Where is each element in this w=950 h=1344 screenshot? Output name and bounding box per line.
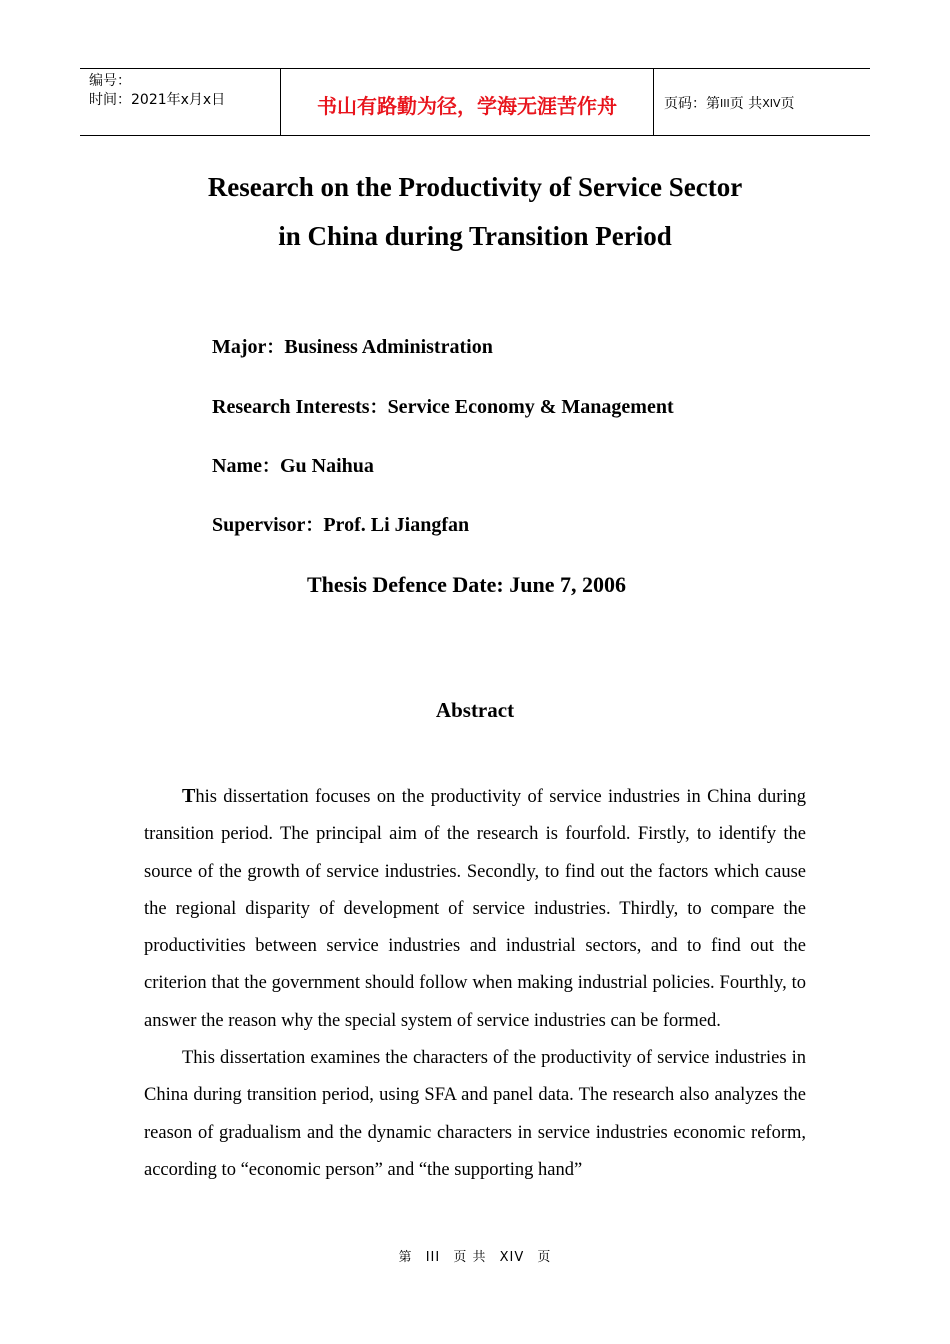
footer-mid: 页 共 bbox=[453, 1250, 487, 1265]
footer-page-total: XIV bbox=[499, 1250, 525, 1265]
abstract-body bbox=[144, 778, 806, 1189]
major-value: Business Administration bbox=[284, 336, 493, 358]
thesis-title-line-2: in China during Transition Period bbox=[278, 221, 672, 251]
name-label: Name bbox=[212, 455, 262, 477]
major-line bbox=[212, 335, 493, 360]
page-footer bbox=[0, 1246, 950, 1265]
supervisor-label: Supervisor bbox=[212, 514, 306, 536]
header-page-current: III bbox=[720, 96, 730, 110]
abstract-paragraph-1-text: his dissertation focuses on the productivity of service industries in China during transition period. The principal aim of the research is fourfold. Firstly, to identify the source of the growth of service industries. Secondly, to find out the factors which cause the regional disparity of development of service industries. Thirdly, to compare the productivities between service industries and industrial sectors, and to find out the criterion that the government should follow when making industrial policies. Fourthly, to answer the reason why the special system of service industries can be formed. bbox=[144, 787, 806, 1031]
major-label: Major bbox=[212, 336, 267, 358]
abstract-paragraph-2: This dissertation examines the characters of the productivity of service industries in China during transition period, using SFA and panel data. The research also analyzes the reason of gradualism and the dynamic characters in service industries economic reform, according to “economic person” and “the supporting hand” bbox=[144, 1048, 806, 1180]
footer-prefix: 第 bbox=[398, 1250, 413, 1265]
header-page-mid: 页 共 bbox=[729, 96, 763, 112]
name-value: Gu Naihua bbox=[279, 455, 374, 477]
thesis-defence-date: Thesis Defence Date: June 7, 2006 bbox=[307, 572, 626, 597]
research-interests-label: Research Interests bbox=[212, 396, 370, 418]
header-info-cell bbox=[80, 69, 281, 135]
document-number-label: 编号： bbox=[89, 73, 131, 89]
research-interests-separator: ： bbox=[369, 397, 388, 418]
supervisor-line bbox=[212, 513, 469, 538]
header-page-total: XIV bbox=[762, 96, 781, 110]
major-separator: ： bbox=[266, 337, 285, 358]
abstract-paragraph-1 bbox=[144, 778, 806, 1040]
document-time-label: 时间：2021年x月x日 bbox=[89, 92, 226, 108]
abstract-heading: Abstract bbox=[435, 698, 515, 722]
header-page-prefix: 页码：第 bbox=[664, 96, 720, 112]
research-interests-line bbox=[212, 395, 674, 420]
supervisor-value: Prof. Li Jiangfan bbox=[323, 514, 470, 536]
abstract-first-letter: T bbox=[182, 785, 196, 807]
footer-suffix: 页 bbox=[537, 1250, 552, 1265]
supervisor-separator: ： bbox=[305, 515, 324, 536]
page-header bbox=[80, 68, 870, 136]
name-separator: ： bbox=[261, 456, 280, 477]
research-interests-value: Service Economy & Management bbox=[387, 396, 674, 418]
header-page-info bbox=[654, 69, 870, 135]
footer-page-current: III bbox=[425, 1250, 441, 1265]
thesis-title bbox=[0, 163, 950, 261]
header-motto: 书山有路勤为径，学海无涯苦作舟 bbox=[281, 69, 654, 135]
thesis-title-line-1: Research on the Productivity of Service Sector bbox=[207, 172, 743, 202]
name-line bbox=[212, 454, 374, 479]
header-page-suffix: 页 bbox=[780, 96, 795, 112]
